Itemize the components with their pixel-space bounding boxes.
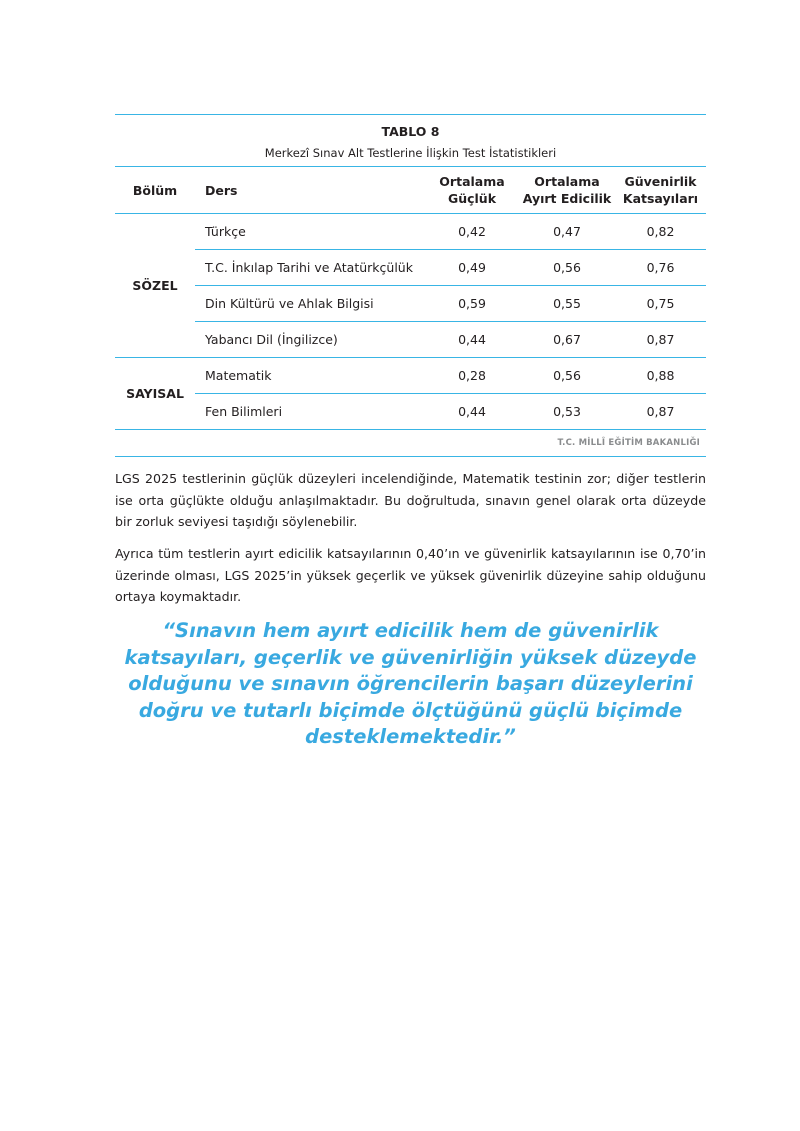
row-guclük: 0,49	[425, 250, 519, 286]
row-guclük: 0,28	[425, 358, 519, 394]
row-guclük: 0,44	[425, 394, 519, 430]
row-guvenirlik: 0,87	[615, 394, 706, 430]
row-ders: Matematik	[195, 358, 425, 394]
table-source: T.C. MİLLÎ EĞİTİM BAKANLIĞI	[557, 438, 700, 448]
table-subtitle: Merkezî Sınav Alt Testlerine İlişkin Test İstatistikleri	[264, 146, 557, 160]
table-caption	[115, 124, 706, 161]
statistics-table-block	[115, 114, 706, 457]
section-sayisal: SAYISAL	[115, 358, 195, 430]
statistics-table	[115, 167, 706, 430]
row-ayirt: 0,53	[519, 394, 615, 430]
row-ayirt: 0,56	[519, 250, 615, 286]
row-guvenirlik: 0,82	[615, 214, 706, 250]
table-row	[115, 214, 706, 250]
table-row	[115, 394, 706, 430]
table-row	[115, 286, 706, 322]
pull-quote: “Sınavın hem ayırt edicilik hem de güvenirlik katsayıları, geçerlik ve güvenirliğin yüksek düzeyde olduğunu ve sınavın öğrencilerin başarı düzeylerini doğru ve tutarlı biçimde ölçtüğünü güçlü biçimde desteklemektedir.”	[124, 619, 697, 748]
header-ayirt-edicilik: Ortalama Ayırt Edicilik	[519, 167, 615, 214]
row-ders: T.C. İnkılap Tarihi ve Atatürkçülük	[195, 250, 425, 286]
section-sozel: SÖZEL	[115, 214, 195, 358]
row-guvenirlik: 0,88	[615, 358, 706, 394]
table-top-rule	[115, 114, 706, 115]
row-guvenirlik: 0,75	[615, 286, 706, 322]
row-ayirt: 0,56	[519, 358, 615, 394]
row-guvenirlik: 0,87	[615, 322, 706, 358]
table-row	[115, 322, 706, 358]
row-guclük: 0,42	[425, 214, 519, 250]
header-bolum: Bölüm	[115, 167, 195, 214]
row-ders: Yabancı Dil (İngilizce)	[195, 322, 425, 358]
body-paragraph-1: LGS 2025 testlerinin güçlük düzeyleri incelendiğinde, Matematik testinin zor; diğer testlerin ise orta güçlükte olduğu anlaşılmaktadır. Bu doğrultuda, sınavın genel olarak orta düzeyde bir zorluk seviyesi taşıdığı söylenebilir.	[115, 471, 706, 529]
table-header-row	[115, 167, 706, 214]
row-ayirt: 0,67	[519, 322, 615, 358]
row-guclük: 0,59	[425, 286, 519, 322]
table-title: TABLO 8	[381, 124, 440, 139]
row-guvenirlik: 0,76	[615, 250, 706, 286]
row-guclük: 0,44	[425, 322, 519, 358]
header-guclük: Ortalama Güçlük	[425, 167, 519, 214]
table-row	[115, 250, 706, 286]
row-ders: Türkçe	[195, 214, 425, 250]
row-ders: Din Kültürü ve Ahlak Bilgisi	[195, 286, 425, 322]
row-ayirt: 0,55	[519, 286, 615, 322]
header-guvenirlik: Güvenirlik Katsayıları	[615, 167, 706, 214]
header-ders: Ders	[195, 167, 425, 214]
table-bottom-rule	[115, 456, 706, 457]
row-ders: Fen Bilimleri	[195, 394, 425, 430]
body-paragraph-2: Ayrıca tüm testlerin ayırt edicilik katsayılarının 0,40’ın ve güvenirlik katsayılarının ise 0,70’in üzerinde olması, LGS 2025’in yüksek geçerlik ve yüksek güvenirlik düzeyine sahip olduğunu ortaya koymaktadır.	[115, 546, 706, 604]
row-ayirt: 0,47	[519, 214, 615, 250]
table-row	[115, 358, 706, 394]
